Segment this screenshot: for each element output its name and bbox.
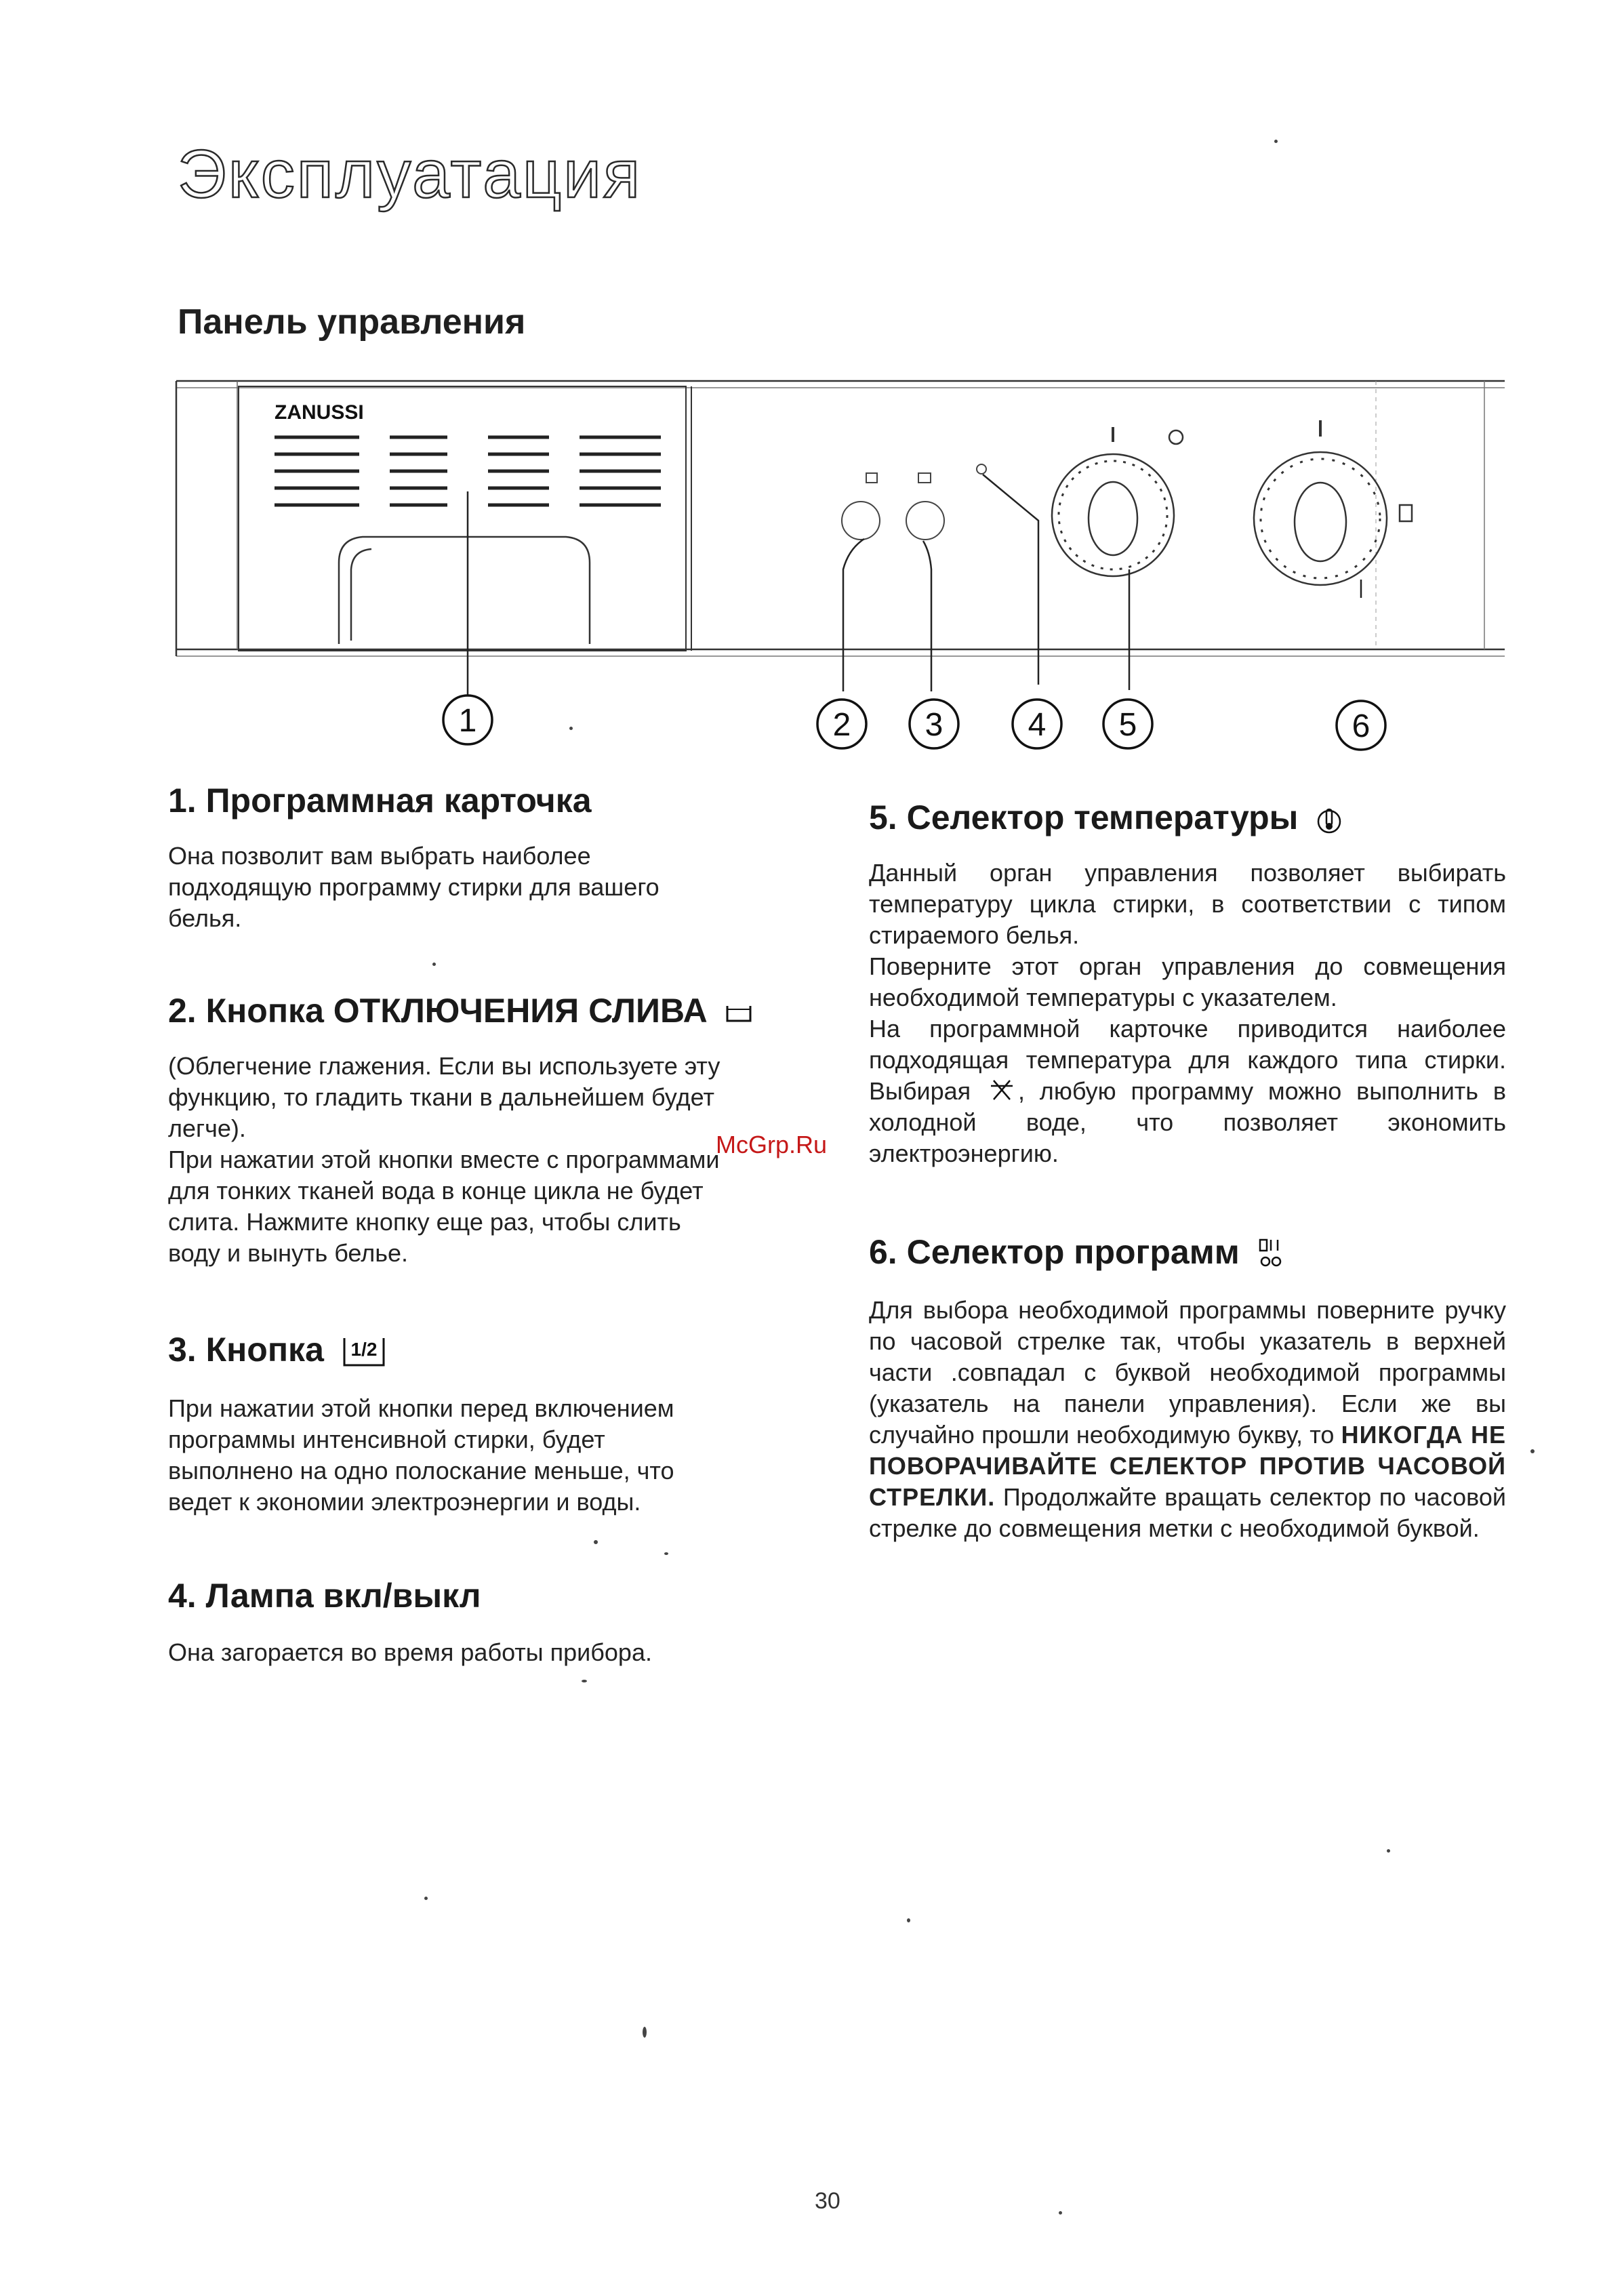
section-3-line: выполнено на одно полоскание меньше, что — [168, 1457, 674, 1484]
panel-heading: Панель управления — [178, 302, 526, 342]
scan-speck — [424, 1897, 428, 1900]
program-selector-icon — [1257, 1237, 1286, 1272]
section-5-paragraph-3b: , любую программу можно выполнить в холодной воде, что позволяет экономить электроэнергию. — [869, 1077, 1506, 1167]
section-5-title: 5. Селектор температуры — [869, 799, 1299, 836]
page-number: 30 — [815, 2188, 840, 2214]
section-6-text-c: Продолжайте вращать селектор по часовой стрелке до совмещения метки с необходимой буквой. — [869, 1483, 1506, 1542]
scan-speck — [594, 1540, 598, 1544]
section-3-body — [168, 1393, 805, 1518]
section-6-paragraph — [869, 1295, 1506, 1544]
half-rinse-label: 1/2 — [350, 1338, 378, 1360]
section-3-line: программы интенсивной стирки, будет — [168, 1426, 605, 1453]
section-4-line: Она загорается во время работы прибора. — [168, 1638, 652, 1666]
scan-speck — [569, 727, 573, 730]
half-rinse-icon — [342, 1335, 386, 1369]
section-2-heading — [168, 991, 805, 1030]
scan-speck — [1274, 140, 1278, 143]
section-1-heading: 1. Программная карточка — [168, 782, 592, 820]
section-5-body — [869, 857, 1506, 1169]
scan-speck — [582, 1680, 587, 1682]
section-6-title: 6. Селектор программ — [869, 1233, 1240, 1271]
section-6-warning: НИКОГДА НЕ ПОВОРАЧИВАЙТЕ СЕЛЕКТОР ПРОТИВ ЧАСОВОЙ СТРЕЛКИ. — [869, 1421, 1506, 1511]
section-2-line: воду и вынуть белье. — [168, 1239, 409, 1267]
callout-3: 3 — [925, 707, 943, 743]
scan-speck — [432, 963, 436, 966]
watermark: McGrp.Ru — [716, 1131, 828, 1158]
drain-off-icon — [725, 1003, 752, 1024]
section-2-line: слита. Нажмите кнопку еще раз, чтобы слить — [168, 1208, 681, 1236]
section-2-line: (Облегчение глажения. Если вы используете эту — [168, 1052, 720, 1080]
section-2-body — [168, 1051, 805, 1269]
section-5-paragraph-2: Поверните этот орган управления до совмещения необходимой температуры с указателем. — [869, 952, 1506, 1011]
section-3-title: 3. Кнопка — [168, 1331, 324, 1369]
section-2-line: При нажатии этой кнопки вместе с программами — [168, 1146, 720, 1173]
scan-speck — [907, 1918, 910, 1922]
section-5-heading — [869, 798, 1506, 837]
section-4-heading: 4. Лампа вкл/выкл — [168, 1577, 481, 1615]
section-6-text-a: Для выбора необходимой программы поверните ручку по часовой стрелке так, чтобы указатель в верхней части .совпадал с буквой необходимой программы (указатель на панели управления). Если же вы случайно прошли необходимую букву, то — [869, 1296, 1506, 1449]
section-1-line: белья. — [168, 904, 242, 932]
section-5-paragraph-1: Данный орган управления позволяет выбирать температуру цикла стирки, в соответствии с типом стираемого белья. — [869, 859, 1506, 949]
page-title: Эксплуатация — [178, 136, 643, 212]
control-panel-diagram — [156, 366, 1511, 773]
scan-speck — [1059, 2211, 1062, 2215]
callout-5: 5 — [1118, 707, 1137, 743]
section-3-line: При нажатии этой кнопки перед включением — [168, 1394, 674, 1422]
section-2-line: функцию, то гладить ткани в дальнейшем будет — [168, 1083, 714, 1111]
scan-speck — [1530, 1449, 1535, 1453]
callout-4: 4 — [1028, 707, 1047, 743]
section-2-title: 2. Кнопка ОТКЛЮЧЕНИЯ СЛИВА — [168, 992, 708, 1030]
section-3-line: ведет к экономии электроэнергии и воды. — [168, 1488, 641, 1516]
scan-speck — [1387, 1849, 1390, 1853]
section-4-body — [168, 1637, 805, 1668]
section-1-line: подходящую программу стирки для вашего — [168, 873, 659, 901]
scan-speck — [643, 2027, 647, 2038]
cold-wash-icon — [988, 1079, 1015, 1102]
section-6-body — [869, 1295, 1506, 1544]
brand-logo: ZANUSSI — [275, 401, 364, 424]
section-1-line: Она позволит вам выбрать наиболее — [168, 842, 591, 870]
section-5-paragraph-3 — [869, 1013, 1506, 1169]
thermometer-icon — [1316, 805, 1343, 835]
section-6-heading — [869, 1232, 1506, 1272]
callout-1: 1 — [458, 703, 477, 739]
section-2-line: легче). — [168, 1114, 246, 1142]
section-1-body — [168, 841, 805, 934]
callout-6: 6 — [1352, 708, 1371, 744]
section-5-paragraph-3a: На программной карточке приводится наиболее подходящая температура для каждого типа стирки. Выбирая — [869, 1015, 1506, 1105]
section-2-line: для тонких тканей вода в конце цикла не будет — [168, 1177, 704, 1205]
callout-2: 2 — [832, 707, 851, 743]
scan-speck — [664, 1552, 668, 1555]
section-3-heading — [168, 1330, 805, 1369]
